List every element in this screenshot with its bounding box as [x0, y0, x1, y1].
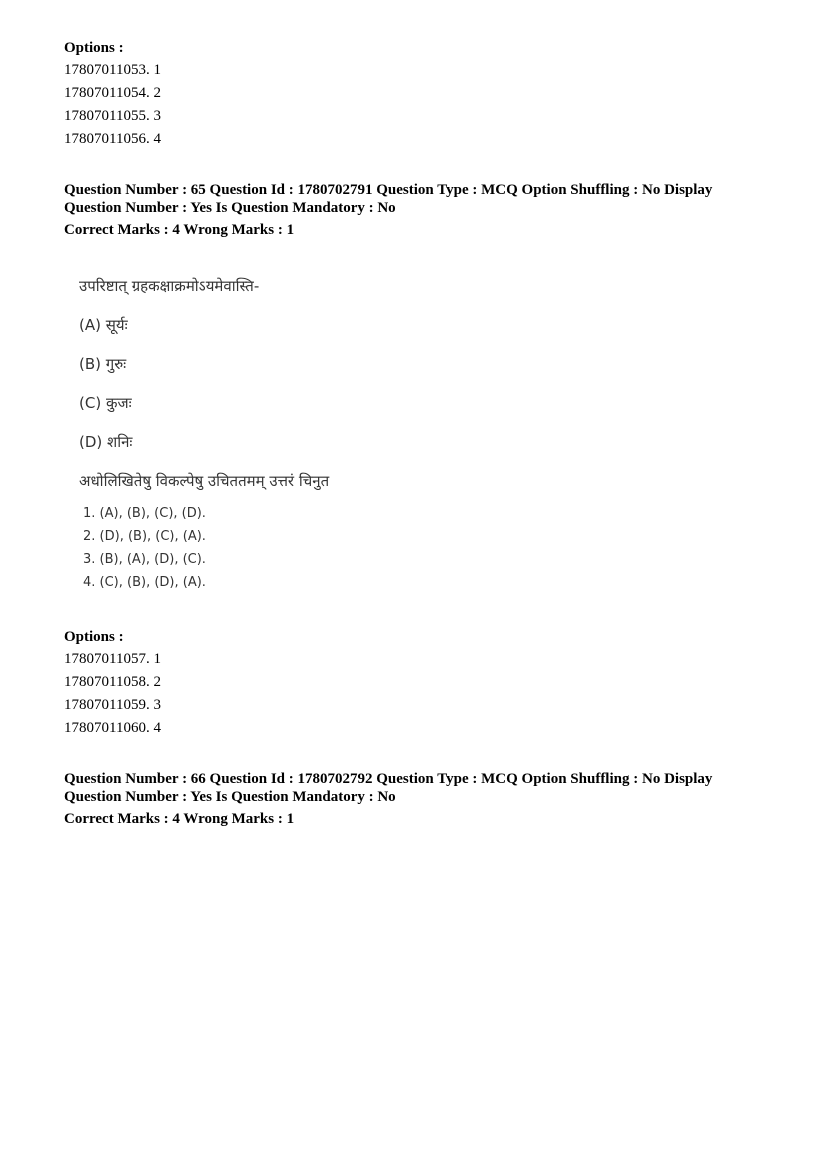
option-item: 17807011055. 3 [64, 108, 161, 124]
option-item: 17807011058. 2 [64, 674, 161, 690]
option-item: 17807011054. 2 [64, 85, 161, 101]
answer-option-3: 3. (B), (A), (D), (C). [83, 552, 206, 567]
option-item: 17807011057. 1 [64, 651, 161, 667]
question-instruction: अधोलिखितेषु विकल्पेषु उचिततमम् उत्तरं चिनुत [79, 472, 330, 490]
question-marks: Correct Marks : 4 Wrong Marks : 1 [64, 811, 295, 827]
options-label: Options : [64, 40, 124, 56]
choice-a: (A) सूर्यः [79, 316, 128, 334]
question-header-line2: Question Number : Yes Is Question Mandatory : No [64, 200, 396, 216]
option-item: 17807011059. 3 [64, 697, 161, 713]
question-stem: उपरिष्टात् ग्रहकक्षाक्रमोऽयमेवास्ति- [79, 277, 260, 295]
option-item: 17807011056. 4 [64, 131, 161, 147]
choice-d: (D) शनिः [79, 433, 133, 451]
option-item: 17807011060. 4 [64, 720, 161, 736]
answer-option-2: 2. (D), (B), (C), (A). [83, 529, 206, 544]
option-item: 17807011053. 1 [64, 62, 161, 78]
options-block-2 [64, 630, 161, 744]
choice-b: (B) गुरुः [79, 355, 127, 373]
answer-option-4: 4. (C), (B), (D), (A). [83, 575, 206, 590]
question-marks: Correct Marks : 4 Wrong Marks : 1 [64, 222, 295, 238]
options-label: Options : [64, 629, 124, 645]
answer-option-1: 1. (A), (B), (C), (D). [83, 506, 206, 521]
question-66-header [64, 772, 712, 830]
choice-c: (C) कुजः [79, 394, 132, 412]
question-65-header [64, 183, 712, 241]
question-header-line2: Question Number : Yes Is Question Mandatory : No [64, 789, 396, 805]
options-block-1 [64, 41, 161, 155]
question-header-line1: Question Number : 66 Question Id : 1780702792 Question Type : MCQ Option Shuffling : No Display [64, 771, 713, 787]
question-65-content [79, 276, 329, 598]
question-header-line1: Question Number : 65 Question Id : 1780702791 Question Type : MCQ Option Shuffling : No Display [64, 182, 713, 198]
